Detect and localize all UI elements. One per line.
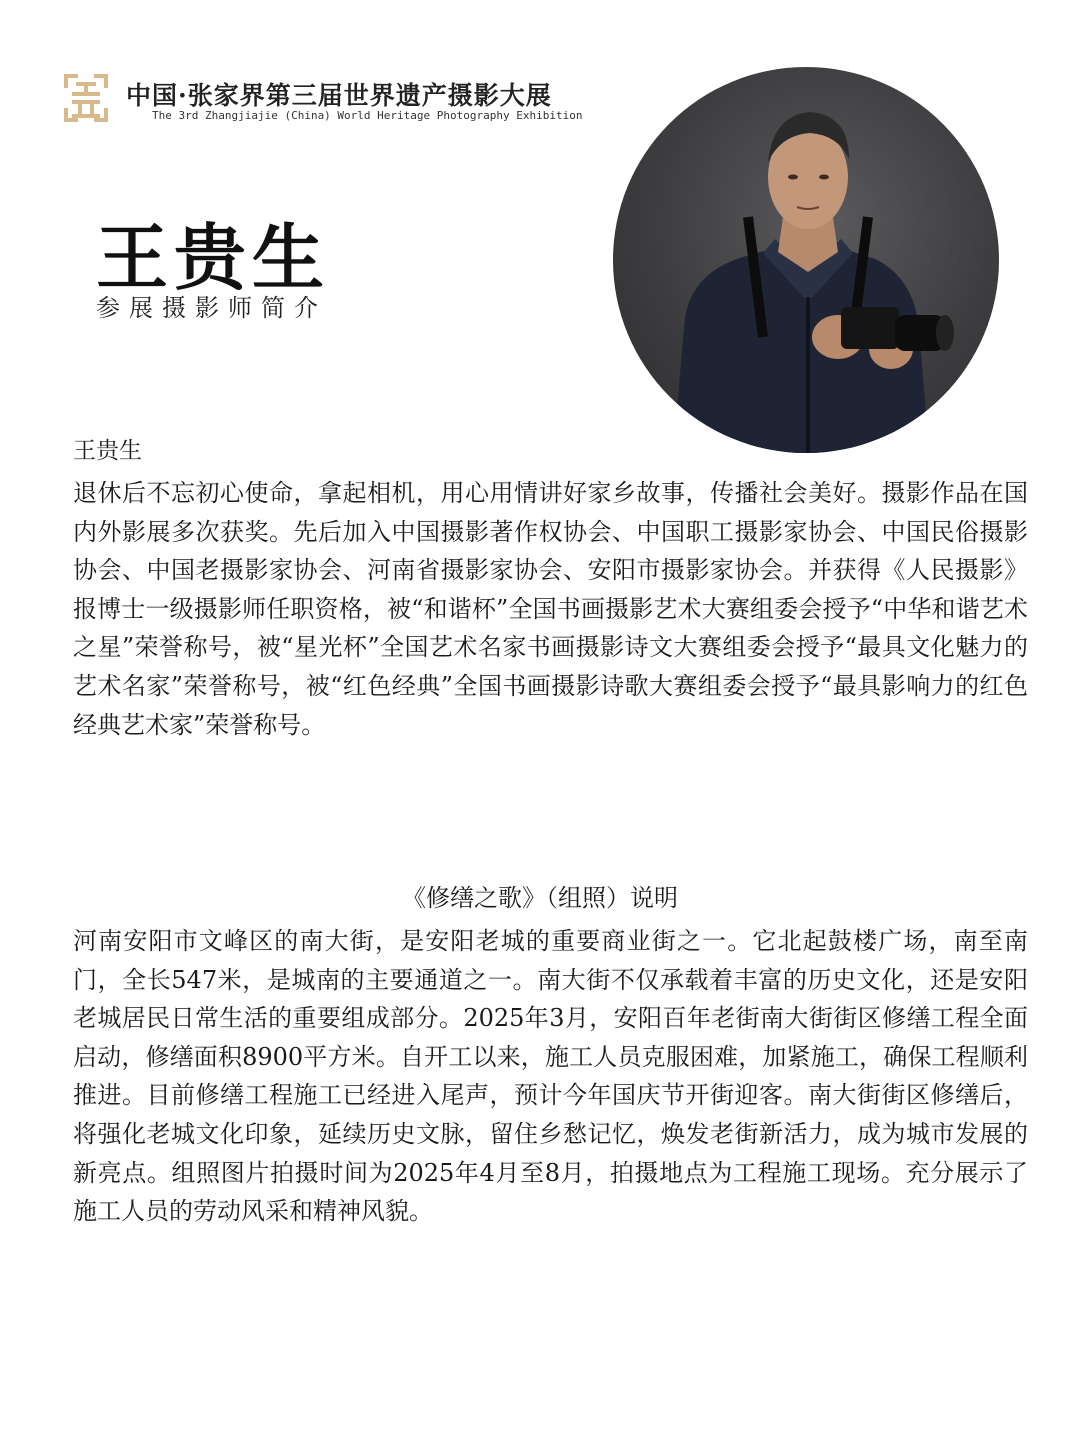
photographer-portrait xyxy=(613,67,999,453)
work-description-paragraph: 河南安阳市文峰区的南大街，是安阳老城的重要商业街之一。它北起鼓楼广场，南至南门，全长547米，是城南的主要通道之一。南大街不仅承载着丰富的历史文化，还是安阳老城居民日常生活的重要组成部分。2025年3月，安阳百年老街南大街街区修缮工程全面启动，修缮面积8900平方米。自开工以来，施工人员克服困难，加紧施工，确保工程顺利推进。目前修缮工程施工已经进入尾声，预计今年国庆节开街迎客。南大街街区修缮后，将强化老城文化印象，延续历史文脉，留住乡愁记忆，焕发老街新活力，成为城市发展的新亮点。组照图片拍摄时间为2025年4月至8月，拍摄地点为工程施工现场。充分展示了施工人员的劳动风采和精神风貌。 xyxy=(73,927,1028,1226)
profile-subtitle: 参展摄影师简介 xyxy=(96,294,327,322)
exhibition-logo-icon xyxy=(60,72,112,124)
bio-name: 王贵生 xyxy=(73,438,142,464)
exhibition-title: 中国·张家界第三届世界遗产摄影大展 xyxy=(126,81,552,110)
exhibition-title-english: The 3rd Zhangjiajie (China) World Heritage Photography Exhibition xyxy=(152,109,583,122)
work-title: 《修缮之歌》（组照）说明 xyxy=(402,884,678,912)
bio-paragraph: 退休后不忘初心使命，拿起相机，用心用情讲好家乡故事，传播社会美好。摄影作品在国内外影展多次获奖。先后加入中国摄影著作权协会、中国职工摄影家协会、中国民俗摄影协会、中国老摄影家协会、河南省摄影家协会、安阳市摄影家协会。并获得《人民摄影》报博士一级摄影师任职资格，被“和谐杯”全国书画摄影艺术大赛组委会授予“中华和谐艺术之星”荣誉称号，被“星光杯”全国艺术名家书画摄影诗文大赛组委会授予“最具文化魅力的艺术名家”荣誉称号，被“红色经典”全国书画摄影诗歌大赛组委会授予“最具影响力的红色经典艺术家”荣誉称号。 xyxy=(73,479,1028,739)
photographer-name-heading: 王贵生 xyxy=(96,215,331,300)
